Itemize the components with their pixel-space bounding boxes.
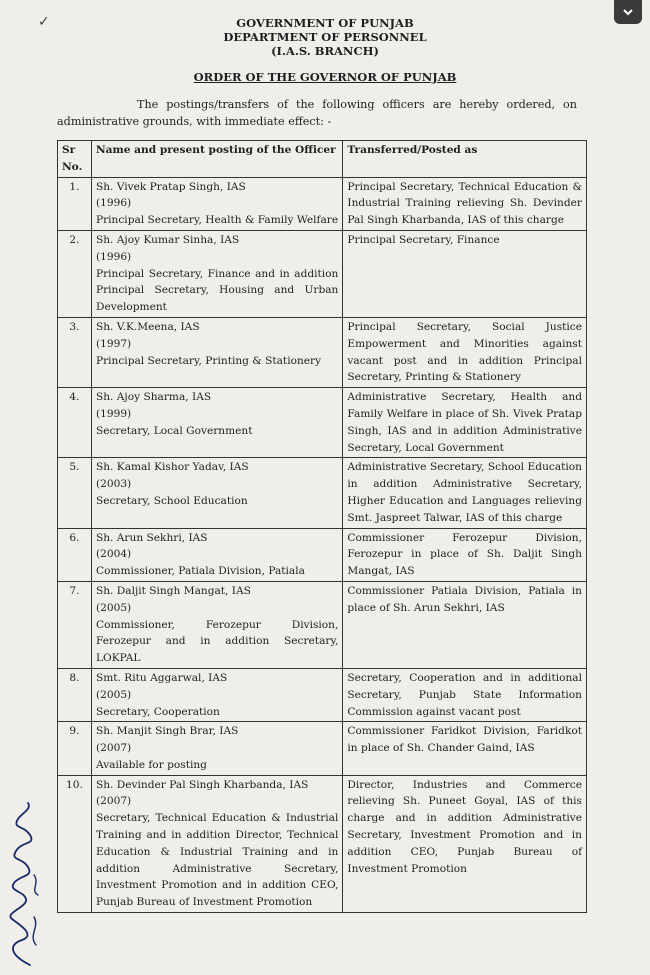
table-row [58, 722, 587, 775]
officer-posting: Principal Secretary, Health & Family Welfare [95, 214, 339, 227]
handwritten-signature [0, 795, 48, 970]
officer-posting: Commissioner, Patiala Division, Patiala [95, 565, 305, 578]
table-row [58, 458, 587, 528]
table-row [58, 230, 587, 317]
order-title: ORDER OF THE GOVERNOR OF PUNJAB [193, 70, 457, 84]
row-transfer: Principal Secretary, Finance [343, 230, 587, 317]
postings-table [57, 140, 587, 913]
officer-batch: (2004) [95, 548, 132, 561]
officer-name: Sh. Kamal Kishor Yadav, IAS [95, 461, 249, 474]
officer-batch: (1996) [95, 197, 132, 210]
row-officer [91, 775, 342, 912]
officer-posting: Available for posting [95, 758, 207, 771]
table-row [58, 775, 587, 912]
officer-posting: Principal Secretary, Finance and in addition Principal Secretary, Housing and Urban Development [95, 267, 339, 314]
header-name-posting: Name and present posting of the Officer [91, 141, 342, 178]
officer-batch: (1999) [95, 407, 132, 420]
officer-posting: Secretary, Local Government [95, 424, 253, 437]
row-sr: 4. [58, 388, 92, 458]
officer-posting: Commissioner, Ferozepur Division, Ferozepur and in addition Secretary, LOKPAL [95, 618, 339, 665]
header-branch: (I.A.S. BRANCH) [271, 44, 379, 58]
row-officer [91, 722, 342, 775]
officer-posting: Secretary, Technical Education & Industrial Training and in addition Director, Technical Education & Industrial Training and in addition Administrative Secretary, Investment Promotion and in addition CEO, Punjab Bureau of Investment Promotion [95, 812, 339, 909]
row-transfer: Administrative Secretary, Health and Family Welfare in place of Sh. Vivek Pratap Singh, IAS and in addition Administrative Secretary, Local Government [343, 388, 587, 458]
officer-name: Smt. Ritu Aggarwal, IAS [95, 671, 228, 684]
row-officer [91, 458, 342, 528]
row-transfer: Principal Secretary, Technical Education & Industrial Training relieving Sh. Devinder Pal Singh Kharbanda, IAS of this charge [343, 177, 587, 230]
officer-name: Sh. Ajoy Kumar Sinha, IAS [95, 233, 240, 246]
row-officer [91, 230, 342, 317]
document-header [0, 16, 650, 58]
row-transfer: Secretary, Cooperation and in additional Secretary, Punjab State Information Commission against vacant post [343, 668, 587, 721]
officer-posting: Secretary, School Education [95, 494, 248, 507]
officer-batch: (2007) [95, 795, 132, 808]
row-officer [91, 317, 342, 387]
check-mark-icon: ✓ [38, 14, 50, 30]
officer-name: Sh. Devinder Pal Singh Kharbanda, IAS [95, 778, 309, 791]
officer-batch: (2003) [95, 478, 132, 491]
header-sr-no: Sr No. [58, 141, 92, 178]
officer-name: Sh. Ajoy Sharma, IAS [95, 391, 212, 404]
row-transfer: Director, Industries and Commerce relieving Sh. Puneet Goyal, IAS of this charge and in addition Administrative Secretary, Investment Promotion and in addition CEO, Punjab Bureau of Investment Promotion [343, 775, 587, 912]
header-transferred: Transferred/Posted as [343, 141, 587, 178]
officer-name: Sh. Daljit Singh Mangat, IAS [95, 584, 251, 597]
row-sr: 9. [58, 722, 92, 775]
row-transfer: Principal Secretary, Social Justice Empowerment and Minorities against vacant post and in addition Principal Secretary, Printing & Stationery [343, 317, 587, 387]
officer-posting: Principal Secretary, Printing & Stationery [95, 354, 322, 367]
officer-name: Sh. Vivek Pratap Singh, IAS [95, 180, 246, 193]
table-row [58, 668, 587, 721]
officer-posting: Secretary, Cooperation [95, 705, 220, 718]
officer-batch: (2007) [95, 742, 132, 755]
row-transfer: Commissioner Ferozepur Division, Ferozepur in place of Sh. Daljit Singh Mangat, IAS [343, 528, 587, 581]
row-officer [91, 668, 342, 721]
table-header-row [58, 141, 587, 178]
table-row [58, 177, 587, 230]
row-transfer: Administrative Secretary, School Education in addition Administrative Secretary, Higher Education and Languages relieving Smt. Jaspreet Talwar, IAS of this charge [343, 458, 587, 528]
officer-batch: (2005) [95, 688, 132, 701]
row-transfer: Commissioner Faridkot Division, Faridkot in place of Sh. Chander Gaind, IAS [343, 722, 587, 775]
row-sr: 5. [58, 458, 92, 528]
table-row [58, 317, 587, 387]
officer-batch: (1996) [95, 250, 132, 263]
table-row [58, 581, 587, 668]
officer-batch: (1997) [95, 337, 132, 350]
row-sr: 7. [58, 581, 92, 668]
row-sr: 3. [58, 317, 92, 387]
officer-name: Sh. Arun Sekhri, IAS [95, 531, 208, 544]
intro-paragraph: The postings/transfers of the following officers are hereby ordered, on administrative grounds, with immediate effect: - [57, 98, 577, 128]
row-sr: 8. [58, 668, 92, 721]
row-officer [91, 581, 342, 668]
officer-name: Sh. Manjit Singh Brar, IAS [95, 725, 239, 738]
row-sr: 6. [58, 528, 92, 581]
row-sr: 10. [58, 775, 92, 912]
row-sr: 1. [58, 177, 92, 230]
row-transfer: Commissioner Patiala Division, Patiala in place of Sh. Arun Sekhri, IAS [343, 581, 587, 668]
row-officer [91, 388, 342, 458]
header-government: GOVERNMENT OF PUNJAB [236, 16, 414, 30]
officer-batch: (2005) [95, 601, 132, 614]
row-officer [91, 177, 342, 230]
table-row [58, 388, 587, 458]
header-department: DEPARTMENT OF PERSONNEL [223, 30, 427, 44]
row-sr: 2. [58, 230, 92, 317]
row-officer [91, 528, 342, 581]
officer-name: Sh. V.K.Meena, IAS [95, 320, 200, 333]
table-row [58, 528, 587, 581]
